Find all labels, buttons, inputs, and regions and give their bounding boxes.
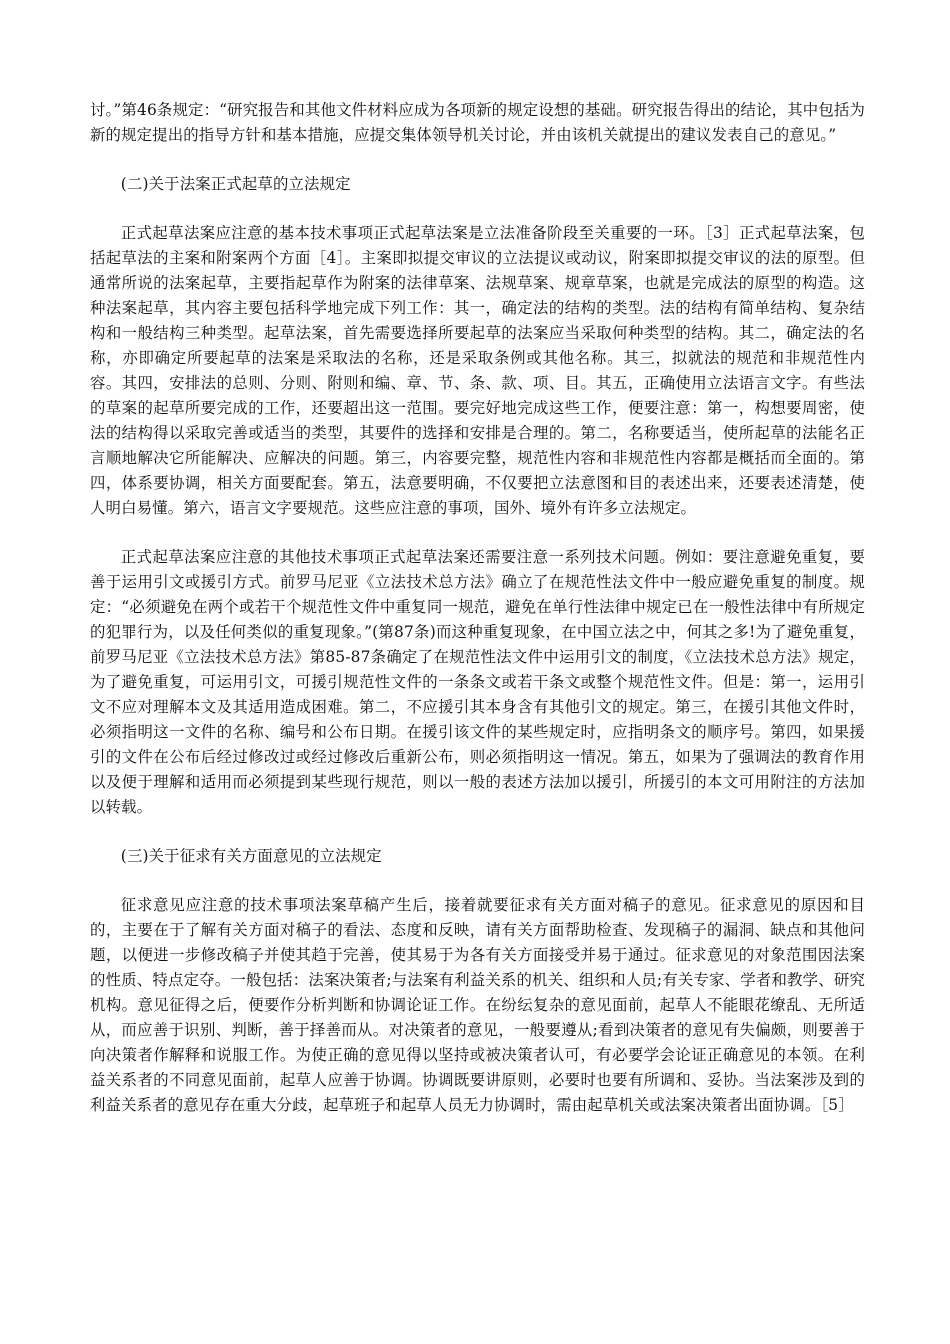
paragraph-drafting-basics: 正式起草法案应注意的基本技术事项正式起草法案是立法准备阶段至关重要的一环。［3］正式起草法案，包括起草法的主案和附案两个方面［4］。主案即拟提交审议的立法提议或动议，附案即拟提交审议的法的原型。但通常所说的法案起草，主要指起草作为附案的法律草案、法规草案、规章草案，也就是完成法的原型的构造。这种法案起草，其内容主要包括科学地完成下列工作：其一，确定法的结构的类型。法的结构有简单结构、复杂结构和一般结构三种类型。起草法案，首先需要选择所要起草的法案应当采取何种类型的结构。其二，确定法的名称，亦即确定所要起草的法案是采取法的名称，还是采取条例或其他名称。其三，拟就法的规范和非规范性内容。其四，安排法的总则、分则、附则和编、章、节、条、款、项、目。其五，正确使用立法语言文字。有些法的草案的起草所要完成的工作，还要超出这一范围。要完好地完成这些工作，便要注意：第一，构想要周密，使法的结构得以采取完善或适当的类型，其要件的选择和安排是合理的。第二，名称要适当，使所起草的法能名正言顺地解决它所能解决、应解决的问题。第三，内容要完整，规范性内容和非规范性内容都是概括而全面的。第四，体系要协调，相关方面要配套。第五，法意要明确，不仅要把立法意图和目的表述出来，还要表述清楚，使人明白易懂。第六，语言文字要规范。这些应注意的事项，国外、境外有许多立法规定。 (90, 224, 865, 517)
paragraph-soliciting-opinions: 征求意见应注意的技术事项法案草稿产生后，接着就要征求有关方面对稿子的意见。征求意见的原因和目的，主要在于了解有关方面对稿子的看法、态度和反映，请有关方面帮助检查、发现稿子的漏洞、缺点和其他问题，以便进一步修改稿子并使其趋于完善，使其易于为各有关方面接受并易于通过。征求意见的对象范围因法案的性质、特点定夺。一般包括：法案决策者;与法案有利益关系的机关、组织和人员;有关专家、学者和教学、研究机构。意见征得之后，便要作分析判断和协调论证工作。在纷纭复杂的意见面前，起草人不能眼花缭乱、无所适从，而应善于识别、判断，善于择善而从。对决策者的意见，一般要遵从;看到决策者的意见有失偏颇，则要善于向决策者作解释和说服工作。为使正确的意见得以坚持或被决策者认可，有必要学会论证正确意见的本领。在利益关系者的不同意见面前，起草人应善于协调。协调既要讲原则，必要时也要有所调和、妥协。当法案涉及到的利益关系者的意见存在重大分歧，起草班子和起草人员无力协调时，需由起草机关或法案决策者出面协调。［5］ (90, 896, 865, 1114)
paragraph-drafting-other: 正式起草法案应注意的其他技术事项正式起草法案还需要注意一系列技术问题。例如：要注意避免重复，要善于运用引文或援引方式。前罗马尼亚《立法技术总方法》确立了在规范性法文件中一般应避免重复的制度。规定：“必须避免在两个或若干个规范性文件中重复同一规范，避免在单行性法律中规定已在一般性法律中有所规定的犯罪行为，以及任何类似的重复现象。”(第87条)而这种重复现象，在中国立法之中，何其之多!为了避免重复，前罗马尼亚《立法技术总方法》第85-87条确定了在规范性法文件中运用引文的制度，《立法技术总方法》规定，为了避免重复，可运用引文，可援引规范性文件的一条条文或若干条文或整个规范性文件。但是：第一，运用引文不应对理解本文及其适用造成困难。第二，不应援引其本身含有其他引文的规定。第三，在援引其他文件时，必须指明这一文件的名称、编号和公布日期。在援引该文件的某些规定时，应指明条文的顺序号。第四，如果援引的文件在公布后经过修改过或经过修改后重新公布，则必须指明这一情况。第五，如果为了强调法的教育作用以及便于理解和适用而必须提到某些现行规范，则以一般的表述方法加以援引，所援引的本文可用附注的方法加以转载。 (90, 548, 865, 816)
document-body (90, 98, 865, 1142)
section-heading-2: (二)关于法案正式起草的立法规定 (120, 175, 351, 193)
paragraph-continuation: 讨。”第46条规定：“研究报告和其他文件材料应成为各项新的规定设想的基础。研究报告得出的结论，其中包括为新的规定提出的指导方针和基本措施，应提交集体领导机关讨论，并由该机关就提出的建议发表自己的意见。” (90, 101, 865, 144)
section-heading-3: (三)关于征求有关方面意见的立法规定 (120, 847, 382, 865)
